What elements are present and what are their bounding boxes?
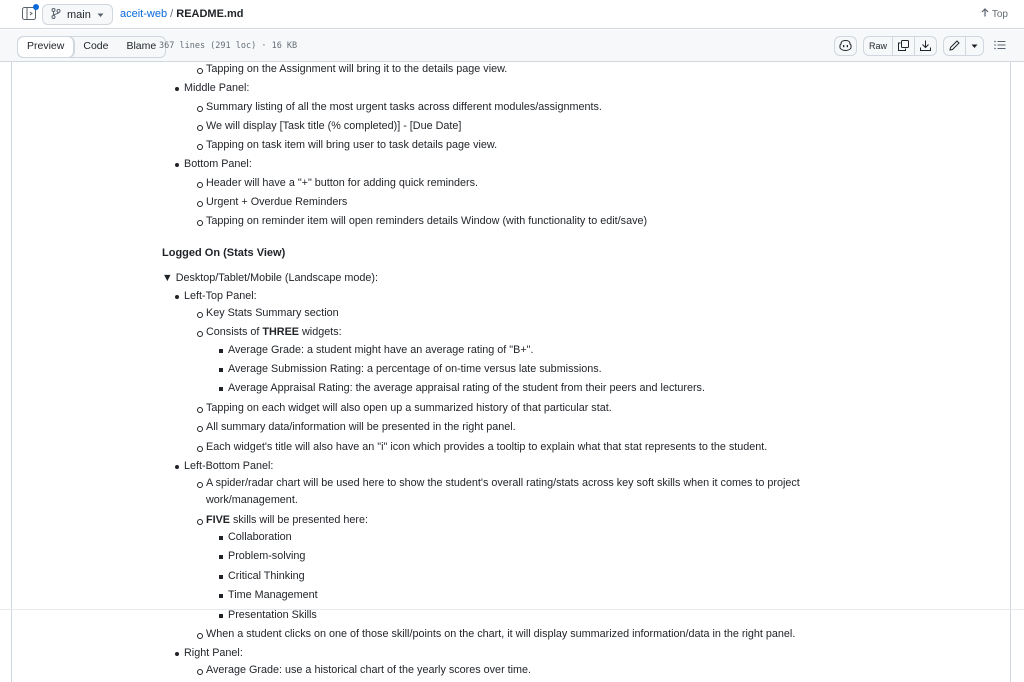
top-link[interactable]: [981, 8, 1008, 20]
download-button[interactable]: [915, 37, 936, 55]
list-item: Left-Top Panel:: [184, 290, 257, 302]
list-item: We will display [Task title (% completed)] - [Due Date]: [206, 120, 462, 132]
copy-raw-button[interactable]: [893, 37, 915, 55]
arrow-up-icon: [981, 8, 989, 20]
edit-menu-button[interactable]: [966, 37, 983, 55]
list-item: A spider/radar chart will be used here to show the student's overall rating/stats across key soft skills when it comes to project: [206, 477, 800, 489]
skill-item: Time Management: [228, 589, 318, 601]
list-item: Average Grade: a student might have an average rating of "B+".: [228, 344, 534, 356]
raw-button[interactable]: Raw: [864, 37, 893, 55]
sidebar-toggle-icon[interactable]: [22, 7, 36, 20]
list-item: Average Submission Rating: a percentage of on-time versus late submissions.: [228, 363, 602, 375]
copilot-button[interactable]: [834, 36, 857, 56]
list-outline-icon: [994, 37, 1006, 55]
list-item: Average Grade: use a historical chart of the yearly scores over time.: [206, 664, 532, 676]
branch-name: main: [67, 8, 91, 21]
edit-group: [943, 36, 984, 56]
list-item: Right Panel:: [184, 647, 243, 659]
notification-dot: [33, 4, 39, 10]
breadcrumb: [120, 8, 244, 20]
breadcrumb-file: README.md: [176, 8, 244, 20]
file-meta: 367 lines (291 loc) · 16 KB: [159, 41, 298, 51]
caret-down-icon: [971, 41, 978, 51]
section-heading: Logged On (Stats View): [162, 247, 286, 259]
raw-copy-download-group: [863, 36, 937, 56]
branch-icon: [51, 8, 61, 22]
skill-item: Critical Thinking: [228, 570, 305, 582]
list-item: Left-Bottom Panel:: [184, 460, 274, 472]
tab-preview[interactable]: Preview: [18, 37, 74, 57]
skill-item: Presentation Skills: [228, 609, 317, 621]
list-item: All summary data/information will be presented in the right panel.: [206, 421, 516, 433]
list-item: Summary listing of all the most urgent tasks across different modules/assignments.: [206, 101, 602, 113]
list-item: Tapping on task item will bring user to task details page view.: [206, 139, 498, 151]
caret-down-icon: [97, 9, 104, 21]
pencil-icon: [949, 40, 960, 53]
divider: [0, 609, 1024, 610]
list-item: Tapping on each widget will also open up a summarized history of that particular stat.: [206, 402, 612, 414]
copilot-icon: [839, 40, 852, 53]
list-item: Middle Panel:: [184, 82, 250, 94]
skill-item: Problem-solving: [228, 550, 306, 562]
view-mode-switch: [17, 36, 166, 58]
breadcrumb-repo-link[interactable]: aceit-web: [120, 8, 168, 20]
skill-item: Collaboration: [228, 531, 292, 543]
outline-button[interactable]: [990, 36, 1010, 56]
branch-selector[interactable]: [42, 4, 113, 25]
tab-code[interactable]: Code: [83, 40, 109, 52]
list-item: Average Appraisal Rating: the average appraisal rating of the student from their peers and lecturers.: [228, 382, 705, 394]
list-item: Consists of THREE widgets:: [206, 326, 342, 338]
details-summary[interactable]: ▼ Desktop/Tablet/Mobile (Landscape mode):: [162, 272, 378, 284]
edit-button[interactable]: [944, 37, 966, 55]
list-item-continuation: work/management.: [206, 494, 298, 506]
list-item: Header will have a "+" button for adding quick reminders.: [206, 177, 479, 189]
file-header-bar: [0, 0, 1024, 29]
copy-icon: [898, 40, 909, 53]
list-item: Tapping on the Assignment will bring it to the details page view.: [206, 63, 508, 75]
file-toolbar: [0, 30, 1024, 62]
breadcrumb-separator: /: [170, 8, 174, 20]
triangle-down-icon: ▼: [162, 272, 173, 284]
list-item: Key Stats Summary section: [206, 307, 339, 319]
list-item: Each widget's title will also have an "i" icon which provides a tooltip to explain what that stat represents to the student.: [206, 441, 768, 453]
top-label: Top: [991, 8, 1008, 20]
list-item: Urgent + Overdue Reminders: [206, 196, 348, 208]
list-item: FIVE skills will be presented here:: [206, 514, 369, 526]
file-actions: [834, 36, 1010, 56]
list-item: When a student clicks on one of those skill/points on the chart, it will display summarized information/data in the right panel.: [206, 628, 796, 640]
list-item: Bottom Panel:: [184, 158, 252, 170]
list-item: Tapping on reminder item will open reminders details Window (with functionality to edit/save): [206, 215, 648, 227]
tab-blame[interactable]: Blame: [126, 40, 157, 52]
download-icon: [920, 40, 931, 53]
